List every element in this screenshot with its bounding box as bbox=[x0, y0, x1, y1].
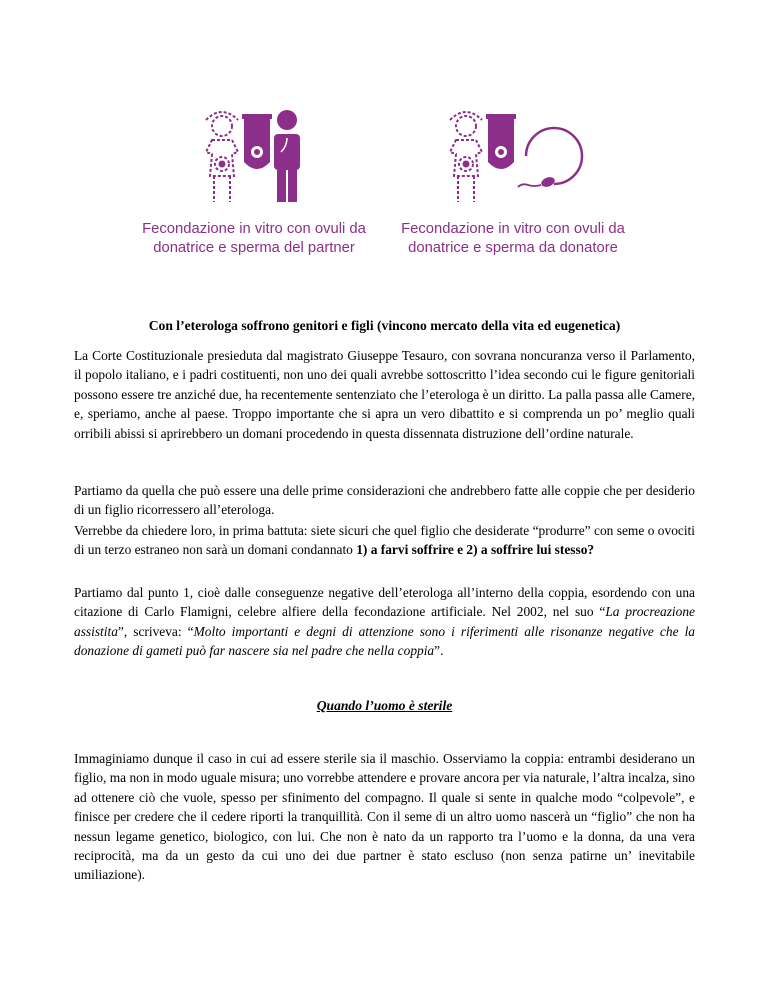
section-heading: Quando l’uomo è sterile bbox=[316, 698, 453, 713]
article-title: Con l’eterologa soffrono genitori e figli (vincono mercato della vita ed eugenetica) bbox=[148, 318, 621, 333]
paragraph-3 bbox=[74, 521, 695, 560]
caption-donor-sperm: Fecondazione in vitro con ovuli da donatrice e sperma da donatore bbox=[401, 221, 625, 256]
woman-outline-icon bbox=[206, 112, 238, 202]
book-title: La procreazione assistita bbox=[74, 604, 695, 639]
paragraph-2: Partiamo da quella che può essere una delle prime considerazioni che andrebbero fatte alle coppie che per desiderio di un figlio ricorressero all’eterologa. bbox=[74, 483, 695, 518]
quote: Molto importanti e degni di attenzione sono i riferimenti alle risonanze negative che la donazione di gameti può far nascere sia nel padre che nella coppia bbox=[74, 623, 696, 659]
paragraph-5: Immaginiamo dunque il caso in cui ad essere sterile sia il maschio. Osserviamo la coppia: entrambi desiderano un figlio, ma non in modo uguale misura; uno vorrebbe attendere e provare ancora per via naturale, l’altra incalza, sino ad ottenere ciò che vuole, spesso per sfinimento del compagno. Il quale si sente in qualche modo “colpevole”, e finisce per credere che il cedere riporti la tranquillità. Con il seme di un altro uomo nascerà un “figlio” che non ha nessun legame genetico, biologico, con lui. Che non è nato da un rapporto tra l’uomo e la donna, da una vera reciprocità, ma da un gesto da cui uno dei due partner è stato escluso (non senza patirne un’ inevitabile umiliazione). bbox=[74, 751, 695, 883]
caption-partner-sperm: Fecondazione in vitro con ovuli da donatrice e sperma del partner bbox=[142, 221, 366, 256]
sperm-icon bbox=[518, 175, 556, 188]
donor-circle bbox=[526, 128, 582, 184]
test-tube-icon bbox=[242, 114, 272, 169]
embryo-icon bbox=[219, 161, 226, 168]
paragraph-3-bold: 1) a farvi soffrire e 2) a soffrire lui stesso? bbox=[356, 542, 595, 558]
man-icon bbox=[274, 110, 300, 202]
paragraph-4-b: ”, scriveva: “ bbox=[117, 623, 194, 639]
paragraph-4 bbox=[74, 583, 695, 661]
test-tube-icon bbox=[486, 114, 516, 169]
ivf-illustration bbox=[0, 90, 768, 280]
paragraph-3-text: Verrebbe da chiedere loro, in prima battuta: siete sicuri che quel figlio che desiderate “produrre” con seme o ovociti di un terzo estraneo non sarà un domani condannato bbox=[74, 523, 695, 558]
paragraph-1: La Corte Costituzionale presieduta dal magistrato Giuseppe Tesauro, con sovrana noncuranza verso il Parlamento, il popolo italiano, e i padri costituenti, non uno dei quali avrebbe sottoscritto l’idea secondo cui le figure genitoriali possono essere tre anziché due, ha recentemente sentenziato che l’eterologa è un diritto. La palla passa alle Camere, e, speriamo, anche al paese. Troppo importante che si apra un vero dibattito e si comprenda un po’ meglio quali orribili abissi si aprirebbero un domani procedendo in questa dissennata distruzione dell’ordine naturale. bbox=[74, 348, 695, 441]
embryo-icon bbox=[463, 161, 470, 168]
paragraph-4-c: ”. bbox=[434, 643, 444, 659]
paragraph-4-a: Partiamo dal punto 1, cioè dalle conseguenze negative dell’eterologa all’interno della coppia, esordendo con una citazione di Carlo Flamigni, celebre alfiere della fecondazione artificiale. Nel 2002, nel suo “ bbox=[74, 585, 695, 620]
woman-outline-icon bbox=[450, 112, 482, 202]
ivf-icons-svg bbox=[0, 90, 768, 220]
